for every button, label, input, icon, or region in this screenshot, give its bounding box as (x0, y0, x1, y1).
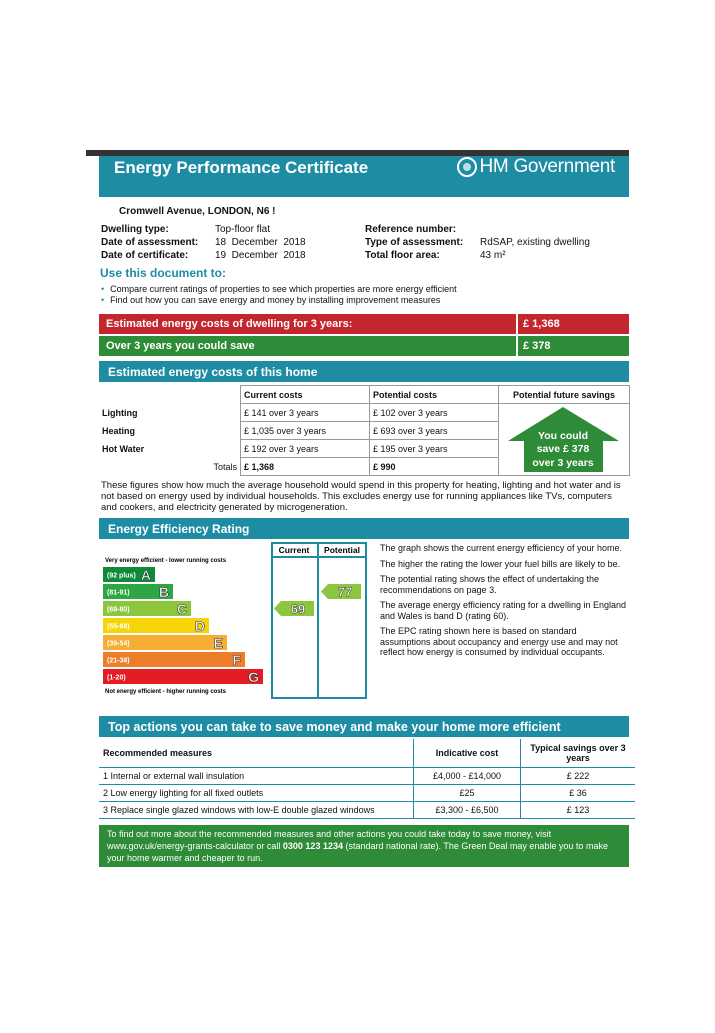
table-row: Heating £ 1,035 over 3 years £ 693 over 3 years (99, 422, 630, 440)
certificate-date-label: Date of certificate: (101, 250, 189, 261)
phone-number: 0300 123 1234 (282, 841, 343, 851)
not-efficient-caption: Not energy efficient - higher running costs (105, 689, 227, 695)
potential-column-header: Potential (324, 545, 360, 555)
band-range-label: (69-80) (107, 606, 130, 614)
measures-header: Recommended measures (99, 739, 414, 767)
use-bullets (101, 284, 457, 306)
band-letter: G (248, 669, 259, 685)
crest-icon (457, 157, 477, 177)
actions-section-header: Top actions you can take to save money and make your home more efficient (99, 716, 629, 737)
band-range-label: (55-68) (107, 623, 130, 631)
savings-header: Typical savings over 3 years (521, 739, 636, 767)
details-right (365, 223, 590, 262)
footer-info: To find out more about the recommended measures and other actions you could take today to save money, visit www.gov.uk/energy-grants-calculator or call 0300 123 1234 (standard national rate). The Green Deal may enable you to make your home warmer and cheaper to run. (99, 825, 629, 867)
efficiency-rating-chart (99, 541, 374, 699)
government-logo (457, 156, 615, 178)
very-efficient-caption: Very energy efficient - lower running costs (105, 558, 227, 564)
certificate-header (99, 156, 629, 197)
assessment-type-value: RdSAP, existing dwelling (480, 237, 590, 248)
band-range-label: (39-54) (107, 640, 130, 648)
assessment-date-value: 18 December 2018 (215, 237, 306, 248)
efficiency-note: The average energy efficiency rating for a dwelling in England and Wales is band D (rating 60). (380, 600, 626, 621)
actions-table (99, 739, 635, 819)
savings-line-1: You could (538, 430, 588, 442)
government-name: HM Government (479, 156, 615, 177)
efficiency-note: The EPC rating shown here is based on standard assumptions about occupancy and energy use and may not reflect how energy is consumed by individual occupants. (380, 626, 618, 657)
savings-arrow (507, 405, 620, 473)
certificate-date-value: 19 December 2018 (215, 250, 306, 261)
cost-header: Indicative cost (414, 739, 521, 767)
estimated-costs-label: Estimated energy costs of dwelling for 3 years: (106, 318, 353, 330)
savings-line-3: over 3 years (532, 457, 594, 469)
table-row: Hot Water £ 192 over 3 years £ 195 over 3 years (99, 440, 630, 458)
dwelling-type-value: Top-floor flat (215, 224, 271, 235)
current-rating-value: 69 (290, 601, 306, 617)
band-range-label: (92 plus) (107, 572, 136, 580)
use-document-title: Use this document to: (100, 266, 227, 280)
certificate-title: Energy Performance Certificate (114, 158, 369, 177)
band-range-label: (81-91) (107, 589, 130, 597)
efficiency-notes (380, 543, 628, 663)
savings-bar (99, 336, 629, 356)
band-letter: B (158, 584, 169, 600)
savings-label: Over 3 years you could save (106, 340, 255, 352)
savings-value: £ 378 (516, 336, 551, 356)
dwelling-type-label: Dwelling type: (101, 224, 169, 235)
assessment-date-label: Date of assessment: (101, 237, 199, 248)
current-costs-header: Current costs (241, 386, 370, 404)
totals-row: Totals £ 1,368 £ 990 (99, 458, 630, 476)
table-row: Lighting £ 141 over 3 years £ 102 over 3 years (99, 404, 630, 422)
property-address: Cromwell Avenue, LONDON, N6 ! (119, 206, 276, 217)
potential-costs-header: Potential costs (370, 386, 499, 404)
table-row: 3 Replace single glazed windows with low-E double glazed windows £3,300 - £6,500 £ 123 (99, 801, 635, 818)
savings-line-2: save £ 378 (536, 443, 590, 455)
efficiency-note: The higher the rating the lower your fuel bills are likely to be. (380, 558, 621, 569)
details-left (101, 223, 306, 262)
band-g (103, 669, 263, 684)
potential-rating-value: 77 (337, 584, 353, 600)
efficiency-section-header: Energy Efficiency Rating (99, 518, 629, 539)
floor-area-label: Total floor area: (365, 250, 440, 261)
band-letter: E (213, 635, 223, 651)
table-row: 2 Low energy lighting for all fixed outlets £25 £ 36 (99, 784, 635, 801)
floor-area-value: 43 m² (480, 250, 506, 261)
future-savings-header: Potential future savings (499, 386, 630, 404)
estimated-costs-bar (99, 314, 629, 334)
costs-note: These figures show how much the average household would spend in this property for heating, lighting and hot water and is not based on energy used by individual households. This excludes energy use for running appliances like TVs, computers and cookers, and electricity generated by microgeneration. (101, 480, 621, 513)
efficiency-note: The potential rating shows the effect of undertaking the recommendations on page 3. (380, 574, 599, 595)
bullet-item: • Find out how you can save energy and money by installing improvement measures (101, 295, 441, 305)
reference-label: Reference number: (365, 224, 457, 235)
current-column-header: Current (278, 545, 310, 555)
costs-section-header: Estimated energy costs of this home (99, 361, 629, 382)
estimated-costs-value: £ 1,368 (516, 314, 560, 334)
band-letter: A (140, 567, 151, 583)
band-letter: C (176, 601, 187, 617)
band-range-label: (1-20) (107, 674, 126, 682)
band-range-label: (21-38) (107, 657, 130, 665)
bullet-item: • Compare current ratings of properties to see which properties are more energy efficient (101, 284, 457, 294)
assessment-type-label: Type of assessment: (365, 237, 464, 248)
band-letter: F (232, 652, 241, 668)
band-letter: D (194, 618, 205, 634)
efficiency-note: The graph shows the current energy efficiency of your home. (380, 543, 622, 553)
table-row: 1 Internal or external wall insulation £4,000 - £14,000 £ 222 (99, 767, 635, 784)
